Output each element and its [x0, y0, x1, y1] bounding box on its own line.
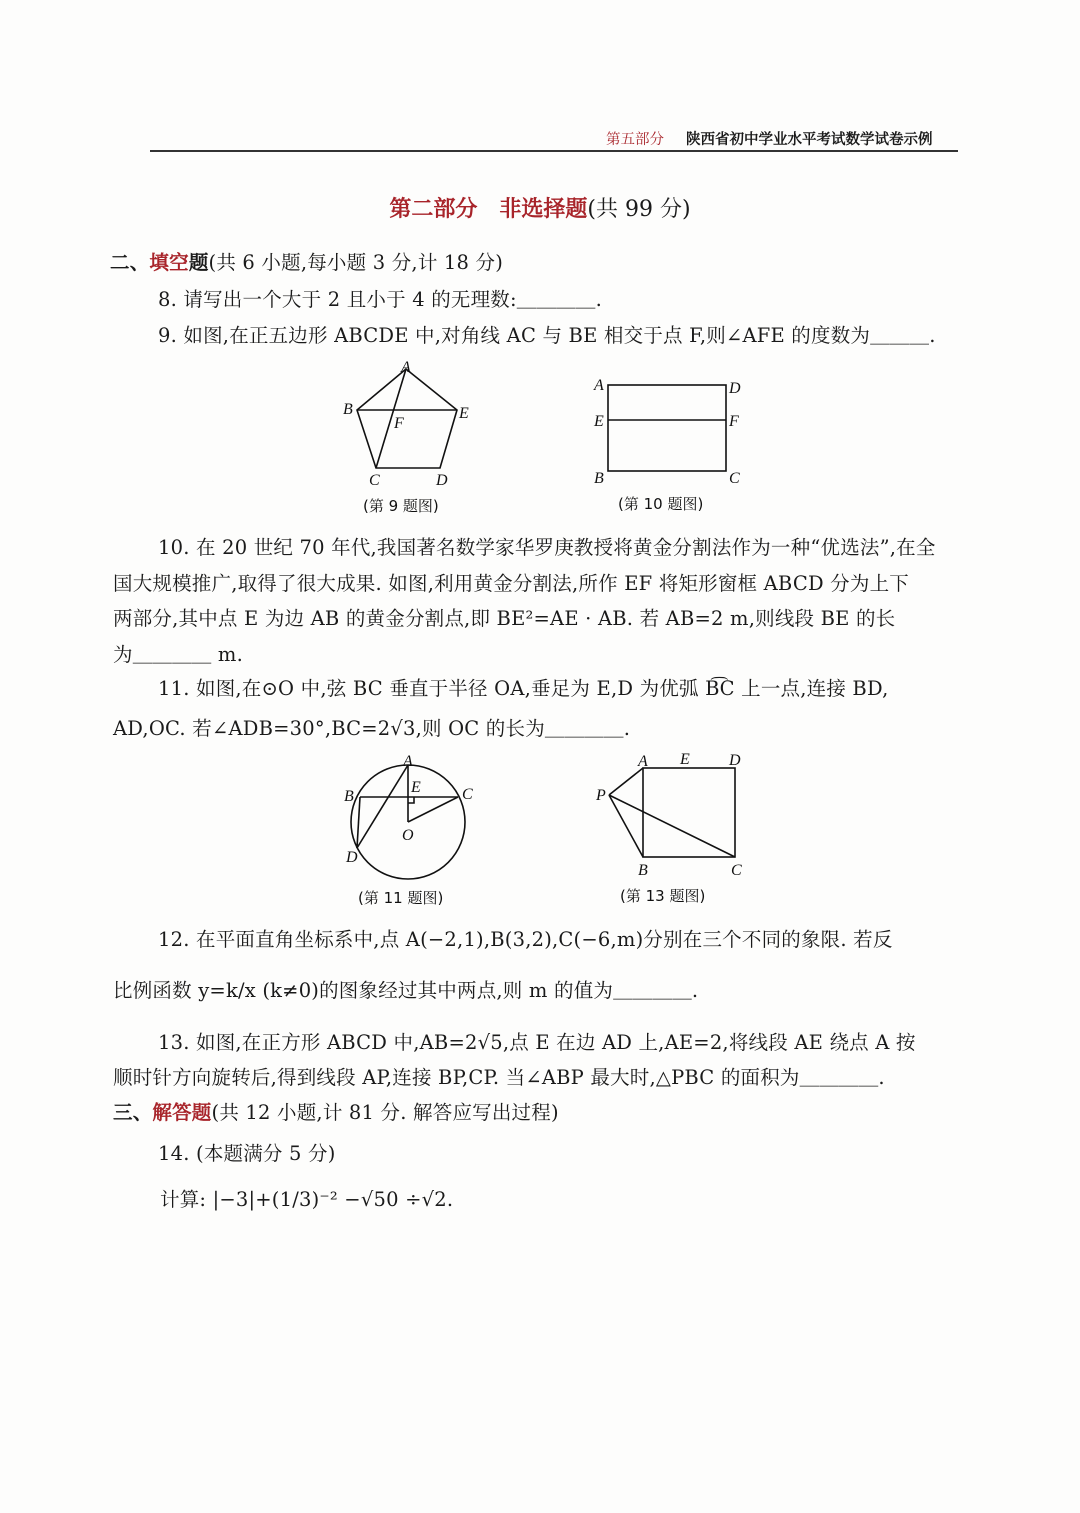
- fig11-label: O: [402, 827, 414, 844]
- figure-10-rectangle: [608, 385, 726, 471]
- fig11-label: C: [462, 786, 473, 803]
- fig10-label: D: [729, 380, 741, 397]
- fig10-label: F: [729, 413, 739, 430]
- fig13-label: C: [731, 862, 742, 879]
- section-3-name: 解答题: [152, 1101, 212, 1124]
- figure-13-square: [609, 768, 735, 857]
- fig11-label: A: [403, 753, 413, 770]
- figure-11-circle: [351, 765, 465, 879]
- fig10-caption: (第 10 题图): [618, 495, 704, 513]
- fig10-label: B: [594, 470, 604, 487]
- question-10-line: 为＿＿＿＿ m.: [113, 643, 243, 666]
- question-12-line: 比例函数 y=k/x (k≠0)的图象经过其中两点,则 m 的值为＿＿＿＿.: [113, 979, 699, 1002]
- fig10-label: C: [729, 470, 740, 487]
- question-10-line: 两部分,其中点 E 为边 AB 的黄金分割点,即 BE²=AE · AB. 若 AB=2 m,则线段 BE 的长: [113, 607, 896, 630]
- fig11-caption: (第 11 题图): [358, 889, 444, 907]
- title-main: 第二部分 非选择题: [389, 196, 588, 222]
- fig13-label: A: [638, 753, 648, 770]
- question-14-expression: 计算: |−3|+(1/3)⁻² −√50 ÷√2.: [160, 1188, 454, 1211]
- question-12-line: 12. 在平面直角坐标系中,点 A(−2,1),B(3,2),C(−6,m)分别在三个不同的象限. 若反: [158, 928, 893, 951]
- rectangle-shape: [608, 385, 726, 471]
- question-13-line: 13. 如图,在正方形 ABCD 中,AB=2√5,点 E 在边 AD 上,AE=2,将线段 AE 绕点 A 按: [158, 1031, 916, 1054]
- question-13-line: 顺时针方向旋转后,得到线段 AP,连接 BP,CP. 当∠ABP 最大时,△PBC 的面积为＿＿＿＿.: [113, 1066, 885, 1089]
- fig11-label: E: [411, 779, 421, 796]
- question-10-line: 10. 在 20 世纪 70 年代,我国著名数学家华罗庚教授将黄金分割法作为一种“优选法”,在全: [158, 536, 936, 559]
- header-book-title: 陕西省初中学业水平考试数学试卷示例: [686, 131, 933, 148]
- fig10-label: E: [594, 413, 604, 430]
- pentagon-shape: [357, 369, 457, 468]
- question-11-line: 11. 如图,在⊙O 中,弦 BC 垂直于半径 OA,垂足为 E,D 为优弧 B͡C 上一点,连接 BD,: [158, 677, 889, 700]
- fig9-label: A: [401, 359, 411, 376]
- fig10-label: A: [594, 377, 604, 394]
- question-11-line: AD,OC. 若∠ADB=30°,BC=2√3,则 OC 的长为＿＿＿＿.: [113, 717, 631, 740]
- fig9-label: F: [394, 415, 404, 432]
- fig9-label: B: [343, 401, 353, 418]
- fig9-label: D: [436, 472, 448, 489]
- segment-bd: [357, 797, 360, 848]
- question-10-line: 国大规模推广,取得了很大成果. 如图,利用黄金分割法,所作 EF 将矩形窗框 ABCD 分为上下: [113, 572, 909, 595]
- header-part: 第五部分: [606, 132, 664, 148]
- title-score: (共 99 分): [587, 197, 691, 222]
- section-2-name-end: 题: [188, 251, 209, 274]
- question-8: 8. 请写出一个大于 2 且小于 4 的无理数:＿＿＿＿.: [158, 288, 602, 311]
- fig13-label: E: [680, 751, 690, 768]
- section-3-desc: (共 12 小题,计 81 分. 解答应写出过程): [211, 1101, 559, 1124]
- fig11-label: B: [344, 788, 354, 805]
- right-angle-mark: [408, 797, 414, 803]
- fig13-label: D: [729, 752, 741, 769]
- fig9-label: E: [459, 405, 469, 422]
- square-shape: [643, 768, 735, 857]
- fig13-caption: (第 13 题图): [620, 887, 706, 905]
- segment-pa: [609, 768, 643, 795]
- fig11-label: D: [346, 849, 358, 866]
- segment-pc: [609, 795, 735, 857]
- fig13-label: B: [638, 862, 648, 879]
- fig13-label: P: [596, 787, 606, 804]
- section-2-prefix: 二、: [110, 251, 150, 274]
- segment-pb: [609, 795, 643, 857]
- fig9-label: C: [369, 472, 380, 489]
- segment-ad: [357, 765, 408, 848]
- figure-9-pentagon: [357, 369, 457, 468]
- fig9-caption: (第 9 题图): [363, 497, 439, 515]
- question-9: 9. 如图,在正五边形 ABCDE 中,对角线 AC 与 BE 相交于点 F,则∠AFE 的度数为＿＿＿.: [158, 324, 936, 347]
- question-14-heading: 14. (本题满分 5 分): [158, 1142, 336, 1165]
- segment-oc: [408, 797, 458, 822]
- section-2-name: 填空: [149, 251, 189, 274]
- section-3-prefix: 三、: [113, 1101, 153, 1124]
- section-2-desc: (共 6 小题,每小题 3 分,计 18 分): [208, 251, 504, 274]
